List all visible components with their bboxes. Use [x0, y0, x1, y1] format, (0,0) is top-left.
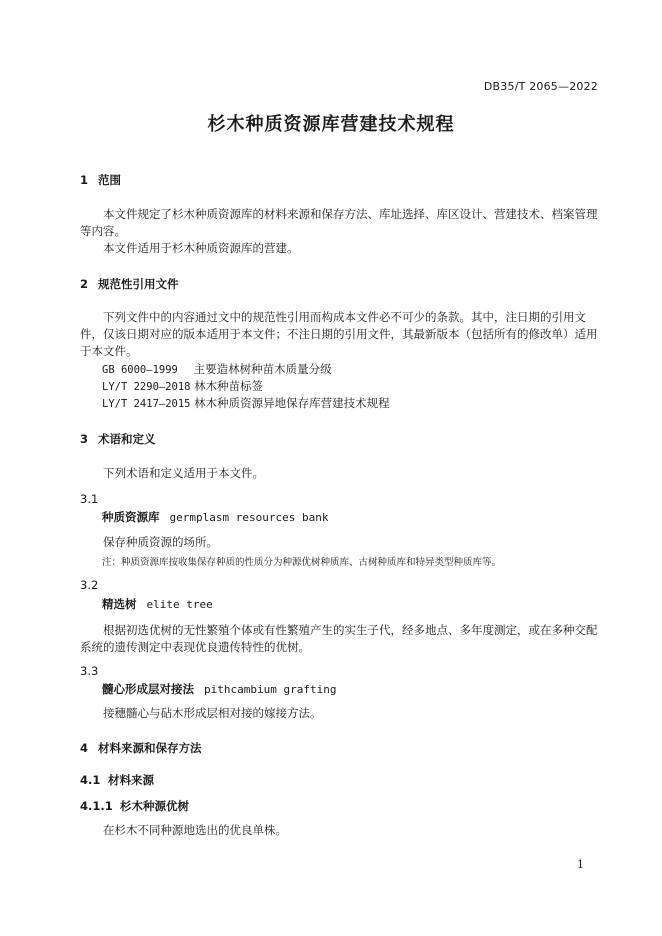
term-note: 注：种质资源库按收集保存种质的性质分为种源优树种质库、古树种质库和特异类型种质库等。 — [102, 557, 502, 568]
reference-code: LY/T 2290—2018 — [102, 381, 191, 393]
section-1-paragraph-1: 本文件规定了杉木种质资源库的材料来源和保存方法、库址选择、库区设计、营建技术、档案管理等内容。 — [80, 207, 598, 238]
section-1-heading — [80, 172, 121, 188]
reference-item — [102, 361, 332, 377]
subsection-4-1-heading — [80, 772, 154, 788]
term-chinese: 髓心形成层对接法 — [102, 682, 194, 696]
section-number: 1 — [80, 173, 89, 187]
term-number: 3.3 — [80, 664, 99, 678]
section-4-heading — [80, 740, 202, 756]
reference-item — [102, 378, 263, 394]
section-title: 范围 — [98, 173, 121, 187]
reference-title: 林木种苗标签 — [194, 379, 264, 393]
reference-code: GB 6000—1999 — [102, 364, 178, 376]
section-title: 规范性引用文件 — [98, 277, 179, 291]
term-heading — [102, 509, 328, 525]
section-number: 2 — [80, 277, 89, 291]
section-title: 材料来源和保存方法 — [98, 741, 202, 755]
term-number: 3.2 — [80, 578, 99, 592]
section-number: 4 — [80, 741, 89, 755]
subsection-4-1-1-heading — [80, 798, 189, 814]
term-definition: 根据初选优树的无性繁殖个体或有性繁殖产生的实生子代，经多地点、多年度测定，或在多种交配系统的遗传测定中表现优良遗传特性的优树。 — [80, 623, 598, 654]
term-definition: 接穗髓心与砧木形成层相对接的嫁接方法。 — [103, 706, 322, 720]
section-3-heading — [80, 431, 156, 447]
term-heading — [102, 681, 336, 697]
section-2-paragraph-1: 下列文件中的内容通过文中的规范性引用而构成本文件必不可少的条款。其中，注日期的引用文件，仅该日期对应的版本适用于本文件；不注日期的引用文件，其最新版本（包括所有的修改单）适用于本文件。 — [80, 310, 598, 358]
section-1-paragraph-2: 本文件适用于杉木种质资源库的营建。 — [103, 241, 299, 255]
reference-title: 主要造林树种苗木质量分级 — [193, 362, 332, 376]
section-title: 术语和定义 — [98, 432, 156, 446]
term-chinese: 精选树 — [102, 597, 137, 611]
subsection-number: 4.1.1 — [80, 799, 113, 813]
reference-code: LY/T 2417—2015 — [102, 398, 191, 410]
reference-title: 林木种质资源异地保存库营建技术规程 — [194, 396, 390, 410]
document-title: 杉木种质资源库营建技术规程 — [207, 114, 455, 135]
term-english: pithcambium grafting — [204, 683, 337, 696]
subsection-title: 材料来源 — [108, 773, 154, 787]
section-2-heading — [80, 276, 179, 292]
reference-item — [102, 395, 390, 411]
term-definition: 保存种质资源的场所。 — [103, 535, 218, 549]
term-english: germplasm resources bank — [169, 511, 329, 524]
document-number: DB35/T 2065—2022 — [483, 80, 598, 93]
subsection-number: 4.1 — [80, 773, 101, 787]
subsection-4-1-1-paragraph: 在杉木不同种源地选出的优良单株。 — [103, 823, 287, 837]
page-number: 1 — [577, 858, 584, 871]
term-number: 3.1 — [80, 492, 99, 506]
section-number: 3 — [80, 432, 89, 446]
section-3-paragraph-1: 下列术语和定义适用于本文件。 — [103, 466, 264, 480]
term-chinese: 种质资源库 — [102, 510, 160, 524]
term-heading — [102, 596, 213, 612]
subsection-title: 杉木种源优树 — [120, 799, 189, 813]
term-english: elite tree — [146, 598, 213, 611]
